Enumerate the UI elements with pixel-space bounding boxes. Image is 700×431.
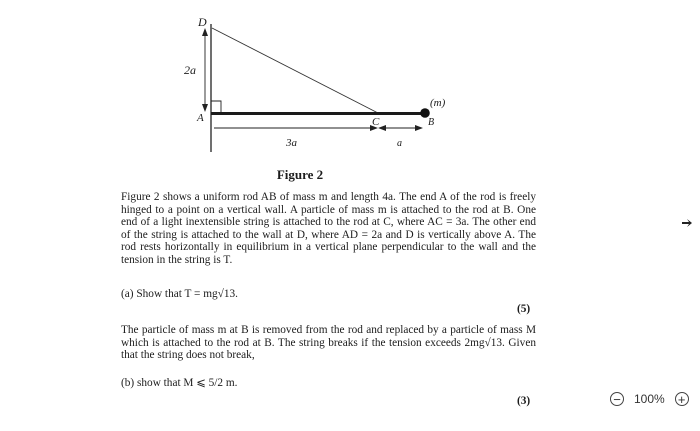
problem-paragraph-1: Figure 2 shows a uniform rod AB of mass m and length 4a. The end A of the rod is freely hinged to a point on a vertical wall. A particle of mass m is attached to the rod at B. One end of a light inextensible string is attached to the rod at C, where AC = 3a. The other end of the string is attached to the wall at D, where AD = 2a and D is vertically above A. The rod rests horizontally in equilibrium in a vertical plane perpendicular to the wall and the tension in the string is T. xyxy=(121,191,536,266)
figure-2-diagram xyxy=(0,0,700,165)
zoom-control xyxy=(610,389,689,409)
string-line xyxy=(212,28,378,113)
label-2a: 2a xyxy=(184,63,196,77)
label-d: D xyxy=(198,15,207,29)
label-c: C xyxy=(372,116,380,128)
zoom-in-button[interactable] xyxy=(675,392,689,406)
dim-a-arrow-right xyxy=(415,125,423,131)
question-b: (b) show that M ⩽ 5/2 m. xyxy=(121,377,238,389)
figure-caption: Figure 2 xyxy=(276,167,324,182)
marks-a: (5) xyxy=(517,303,531,315)
right-angle-marker xyxy=(211,101,221,112)
problem-paragraph-2: The particle of mass m at B is removed from the rod and replaced by a particle of mass M which is attached to the rod at B. The string breaks if the tension exceeds 2mg√13. Given that the string does not break, xyxy=(121,324,536,362)
rod-ab xyxy=(211,112,423,115)
question-a: (a) Show that T = mg√13. xyxy=(121,288,238,300)
plus-icon: + xyxy=(677,391,686,407)
label-3a: 3a xyxy=(286,137,297,149)
zoom-level: 100% xyxy=(634,392,665,406)
dim-2a-arrow-up xyxy=(202,28,208,36)
mouse-cursor-icon xyxy=(681,217,693,229)
minus-icon: − xyxy=(613,391,621,407)
marks-b: (3) xyxy=(517,395,531,407)
dim-2a-arrow-down xyxy=(202,104,208,112)
zoom-out-button[interactable] xyxy=(610,392,624,406)
label-a-point: A xyxy=(197,112,204,124)
label-m-particle: (m) xyxy=(430,97,446,109)
label-b: B xyxy=(428,117,435,128)
label-a-length: a xyxy=(397,138,402,149)
